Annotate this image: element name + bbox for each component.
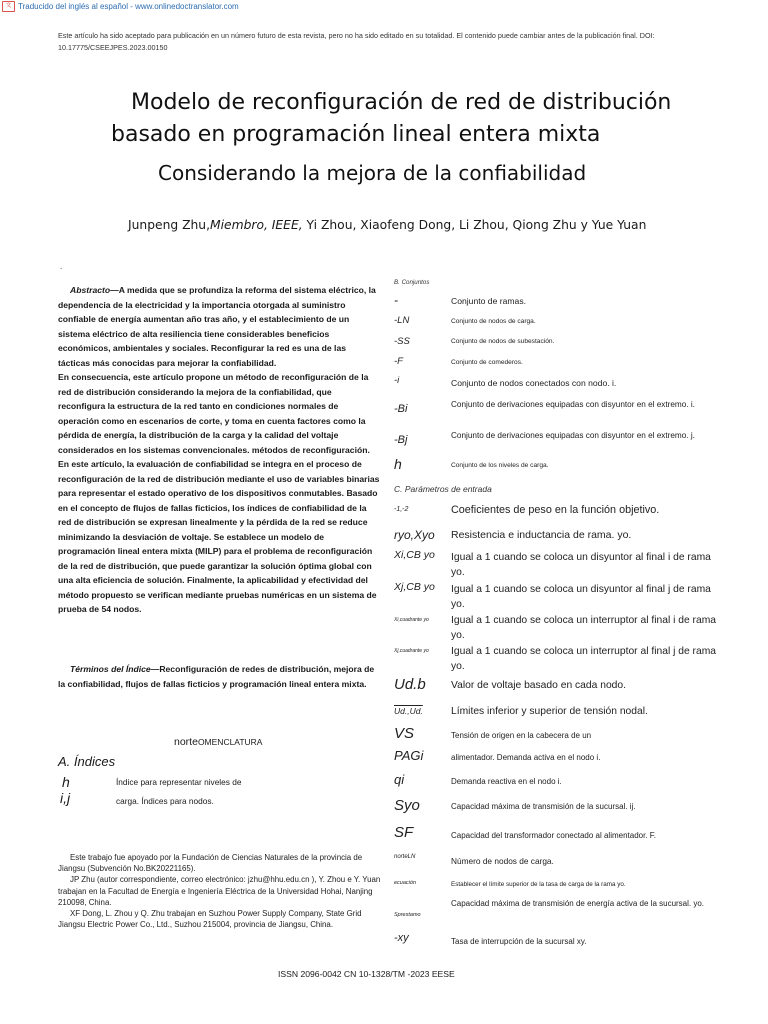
nomenclature-symbol: -F	[394, 356, 403, 367]
nomenclature-description: Conjunto de nodos de carga.	[451, 318, 536, 325]
nomenclature-symbol: -	[394, 293, 398, 307]
nomenclature-description: Igual a 1 cuando se coloca un interruptor al final j de rama yo.	[451, 646, 717, 672]
nomenclature-description: Demanda reactiva en el nodo i.	[451, 777, 562, 786]
nomenclature-description: Conjunto de derivaciones equipadas con disyuntor en el extremo. i.	[451, 400, 695, 409]
nomenclature-symbol: ryo,Xyo	[394, 528, 435, 542]
nomenclature-description: Igual a 1 cuando se coloca un interruptor al final i de rama yo.	[451, 615, 717, 641]
nomenclature-symbol: -LN	[394, 315, 410, 326]
abstract	[58, 283, 380, 617]
paper-title-line-3: Considerando la mejora de la confiabilidad	[158, 161, 587, 185]
nomenclature-description: Valor de voltaje basado en cada nodo.	[451, 680, 626, 691]
nomenclature-symbol: ecuación	[394, 880, 417, 886]
nomenclature-description: Conjunto de nodos conectados con nodo. i.	[451, 378, 617, 388]
authors-role: Miembro, IEEE,	[210, 218, 303, 232]
nomenclature-description: alimentador. Demanda activa en el nodo i.	[451, 753, 601, 762]
funding-paragraph: XF Dong, L. Zhou y Q. Zhu trabajan en Suzhou Power Supply Company, State Grid Jiangsu Electric Power Co., Ltd., Suzhou 215004, provincia de Jiangsu, China.	[58, 909, 362, 930]
nomenclature-symbol: PAGi	[394, 748, 424, 763]
section-a-title: A. Índices	[58, 754, 116, 769]
nomenclature-description: Conjunto de comederos.	[451, 359, 523, 366]
issn-footer: ISSN 2096-0042 CN 10-1328/TM -2023 EESE	[278, 969, 455, 979]
translator-banner[interactable]	[0, 0, 239, 12]
nomenclature-symbol: h	[394, 456, 402, 472]
abstract-paragraph-1	[58, 283, 380, 370]
paper-title-line-1: Modelo de reconfiguración de red de distribución	[131, 90, 672, 115]
nomenclature-symbol: -xy	[394, 932, 409, 944]
index-description: carga. Índices para nodos.	[116, 796, 214, 806]
nomenclature-symbol: Xj,CB yo	[394, 581, 435, 593]
nomenclature-description: Capacidad del transformador conectado al alimentador. F.	[451, 831, 657, 840]
section-c-title: C. Parámetros de entrada	[394, 484, 492, 494]
nomenclature-description: Número de nodos de carga.	[451, 856, 554, 866]
nomenclature-symbol: -i	[394, 375, 400, 386]
abstract-lead: Abstracto	[70, 285, 111, 295]
index-terms-paragraph	[58, 662, 380, 691]
nomenclature-symbol: Xi,cuadrante yo	[394, 617, 429, 623]
nomenclature-description: Conjunto de ramas.	[451, 296, 526, 306]
nomenclature-description: Capacidad máxima de transmisión de la sucursal. ij.	[451, 802, 636, 811]
index-terms-text: —Reconfiguración de redes de distribución, mejora de la confiabilidad, flujos de fallas ficticios y programación lineal entera mixta.	[58, 664, 375, 689]
abstract-text-2: En consecuencia, este artículo propone un método de reconfiguración de la red de distribución considerando la mejora de la confiabilidad, que reconfigura la estructura de la red tanto en condiciones normales de operación como en escenarios de corte, y toma en cuenta factores como la pérdida de energía, la distribución de la carga y la calidad del voltaje considerados en los sistemas convencionales. métodos de reconfiguración. En este artículo, la evaluación de confiabilidad se integra en el proceso de reconfiguración de la red de distribución mediante el uso de variables binarias para representar el estado operativo de los dispositivos conmutables. Basado en el concepto de flujos de fallas ficticios, los índices de confiabilidad de la red de distribución se expresan linealmente y la pérdida de la red se reduce minimizando la desviación de voltaje. Se establece un modelo de programación lineal entera mixta (MILP) para el problema de reconfiguración de la red de distribución, que puede garantizar la solución óptima global con una alta eficiencia de solución. Finalmente, la aplicabilidad y efectividad del método propuesto se verifican mediante pruebas numéricas en un sistema de prueba de 54 nodos.	[58, 372, 380, 614]
section-b-title: B. Conjuntos	[394, 279, 430, 286]
nomenclature-symbol: SF	[394, 824, 414, 841]
nomenclature-rest: OMENCLATURA	[197, 737, 263, 747]
funding-paragraph: Este trabajo fue apoyado por la Fundación de Ciencias Naturales de la provincia de Jiangsu (Subvención No.BK20221165).	[58, 853, 363, 874]
acceptance-notice: Este artículo ha sido aceptado para publicación en un número futuro de esta revista, pero no ha sido editado en su totalidad. El contenido puede cambiar antes de la publicación final. DOI: 10.17775/CSEEJPES.2023.00150	[58, 31, 655, 52]
nomenclature-symbol: Xi,CB yo	[394, 549, 435, 561]
index-symbol: h	[62, 774, 70, 790]
nomenclature-description: Igual a 1 cuando se coloca un disyuntor al final j de rama yo.	[451, 584, 711, 610]
translate-icon: 文	[2, 1, 15, 12]
nomenclature-description: Establecer el límite superior de la tasa de carga de la rama yo.	[451, 881, 626, 888]
nomenclature-symbol: Xj,cuadrante yo	[394, 648, 429, 654]
nomenclature-symbol: -Bj	[394, 434, 408, 446]
paper-title-line-2: basado en programación lineal entera mixta	[111, 122, 601, 147]
index-description: Índice para representar niveles de	[116, 777, 242, 787]
nomenclature-description: Capacidad máxima de transmisión de energía activa de la sucursal. yo.	[451, 899, 705, 908]
translator-banner-text[interactable]: Traducido del inglés al español - www.onlinedoctranslator.com	[18, 1, 239, 11]
funding-footnote	[58, 852, 383, 930]
nomenclature-description: Tensión de origen en la cabecera de un	[451, 731, 592, 740]
nomenclature-symbol: Ud.b	[394, 676, 426, 693]
nomenclature-description: Conjunto de los niveles de carga.	[451, 462, 549, 469]
nomenclature-symbol: qi	[394, 772, 405, 787]
nomenclature-symbol: -SS	[394, 336, 410, 347]
stray-dot: .	[60, 262, 63, 271]
nomenclature-description: Igual a 1 cuando se coloca un disyuntor al final i de rama yo.	[451, 552, 711, 578]
nomenclature-description: Límites inferior y superior de tensión nodal.	[451, 706, 648, 717]
nomenclature-symbol: -1,-2	[394, 506, 409, 513]
nomenclature-symbol: -Bi	[394, 403, 408, 415]
nomenclature-symbol: Sprestamo	[394, 912, 421, 918]
authors-line	[128, 218, 646, 232]
nomenclature-description: Coeficientes de peso en la función objetivo.	[451, 504, 660, 516]
authors-first: Junpeng Zhu,	[128, 218, 211, 232]
nomenclature-description: Conjunto de nodos de subestación.	[451, 338, 555, 345]
nomenclature-prefix: norte	[174, 736, 198, 748]
nomenclature-symbol: VS	[394, 725, 415, 742]
nomenclature-description: Resistencia e inductancia de rama. yo.	[451, 529, 632, 541]
nomenclature-heading	[174, 736, 262, 748]
nomenclature-symbol: Ud.,Ud.	[394, 706, 423, 716]
index-terms	[58, 662, 380, 691]
index-terms-lead: Términos del Índice	[70, 664, 151, 674]
funding-paragraph: JP Zhu (autor correspondiente, correo electrónico: jzhu@hhu.edu.cn ), Y. Zhou e Y. Yuan trabajan en la Facultad de Energía e Ingeniería Eléctrica de la Universidad Hohai, Nanjing 210098, China.	[58, 875, 381, 907]
nomenclature-symbol: Syo	[394, 797, 420, 814]
nomenclature-description: Tasa de interrupción de la sucursal xy.	[451, 937, 587, 946]
abstract-text-1: —A medida que se profundiza la reforma del sistema eléctrico, la dependencia de la electricidad y la importancia otorgada al suministro confiable de energía aumentan año tras año, y el establecimiento de un sistema eléctrico de alta resiliencia tiene considerables beneficios económicos, ambientales y sociales. Reconfigurar la red es una de las tácticas más conocidas para mejorar la confiabilidad.	[58, 285, 376, 368]
index-symbol: i,j	[60, 790, 71, 806]
nomenclature-symbol: norteLN	[394, 854, 416, 860]
authors-rest: Yi Zhou, Xiaofeng Dong, Li Zhou, Qiong Zhu y Yue Yuan	[302, 218, 647, 232]
nomenclature-description: Conjunto de derivaciones equipadas con disyuntor en el extremo. j.	[451, 431, 695, 440]
